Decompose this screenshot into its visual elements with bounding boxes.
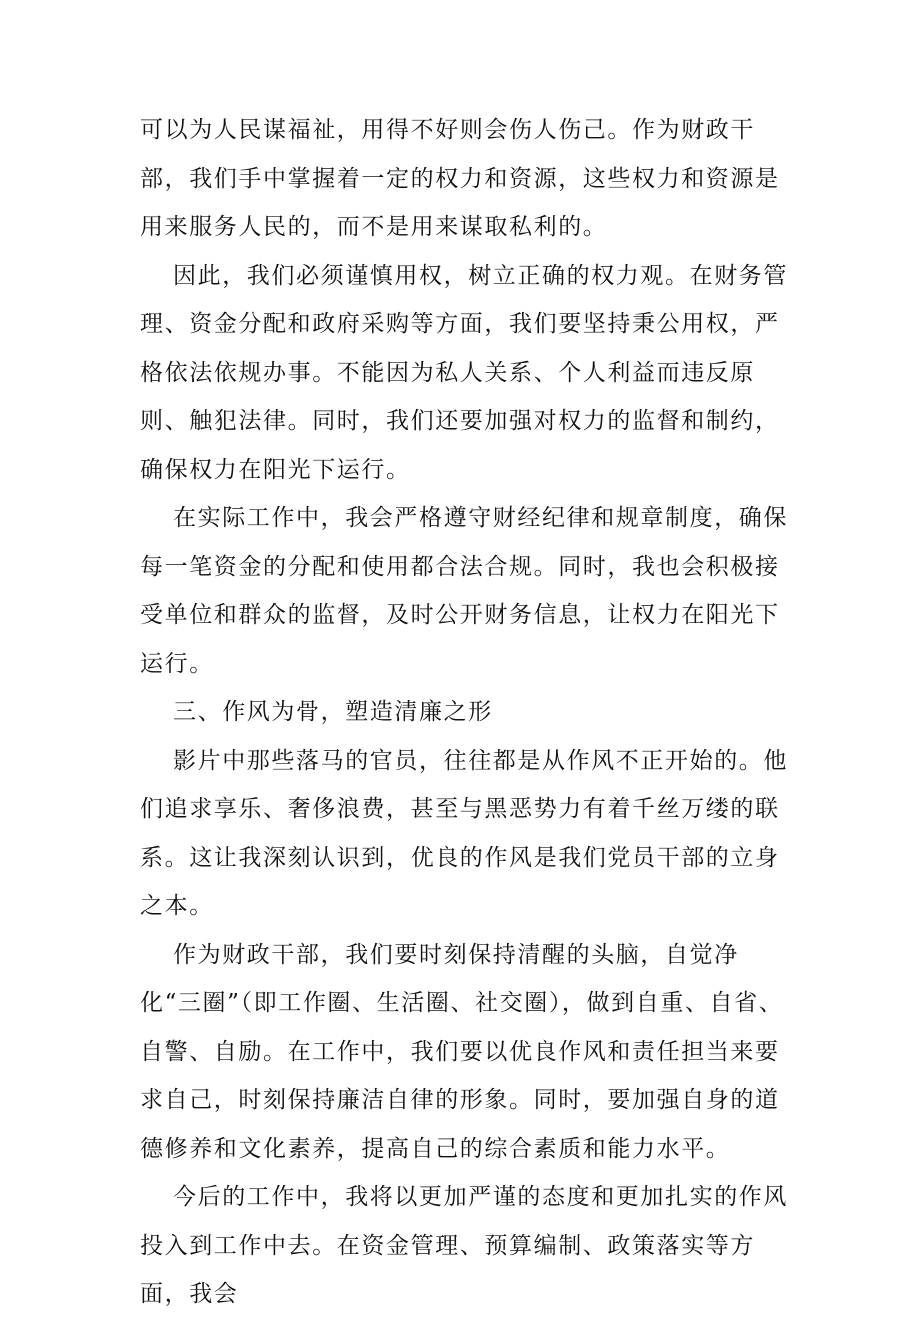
paragraph-2: 因此，我们必须谨慎用权，树立正确的权力观。在财务管理、资金分配和政府采购等方面，我们要坚持秉公用权，严格依法依规办事。不能因为私人关系、个人利益而违反原则、触犯法律。同时，我们还要加强对权力的监督和制约，确保权力在阳光下运行。 (140, 262, 788, 483)
paragraph-4: 影片中那些落马的官员，往往都是从作风不正开始的。他们追求享乐、奢侈浪费，甚至与黑恶势力有着千丝万缕的联系。这让我深刻认识到，优良的作风是我们党员干部的立身之本。 (140, 747, 788, 919)
paragraph-6: 今后的工作中，我将以更加严谨的态度和更加扎实的作风投入到工作中去。在资金管理、预算编制、政策落实等方面，我会 (140, 1184, 788, 1307)
document-body (140, 106, 788, 1319)
paragraph-5: 作为财政干部，我们要时刻保持清醒的头脑，自觉净化“三圈”（即工作圈、生活圈、社交圈），做到自重、自省、自警、自励。在工作中，我们要以优良作风和责任担当来要求自己，时刻保持廉洁自律的形象。同时，要加强自身的道德修养和文化素养，提高自己的综合素质和能力水平。 (140, 941, 784, 1162)
section-heading: 三、作风为骨，塑造清廉之形 (173, 699, 493, 725)
paragraph-3: 在实际工作中，我会严格遵守财经纪律和规章制度，确保每一笔资金的分配和使用都合法合规。同时，我也会积极接受单位和群众的监督，及时公开财务信息，让权力在阳光下运行。 (140, 505, 788, 677)
paragraph-1: 可以为人民谋福祉，用得不好则会伤人伤己。作为财政干部，我们手中掌握着一定的权力和资源，这些权力和资源是用来服务人民的，而不是用来谋取私利的。 (140, 117, 780, 240)
